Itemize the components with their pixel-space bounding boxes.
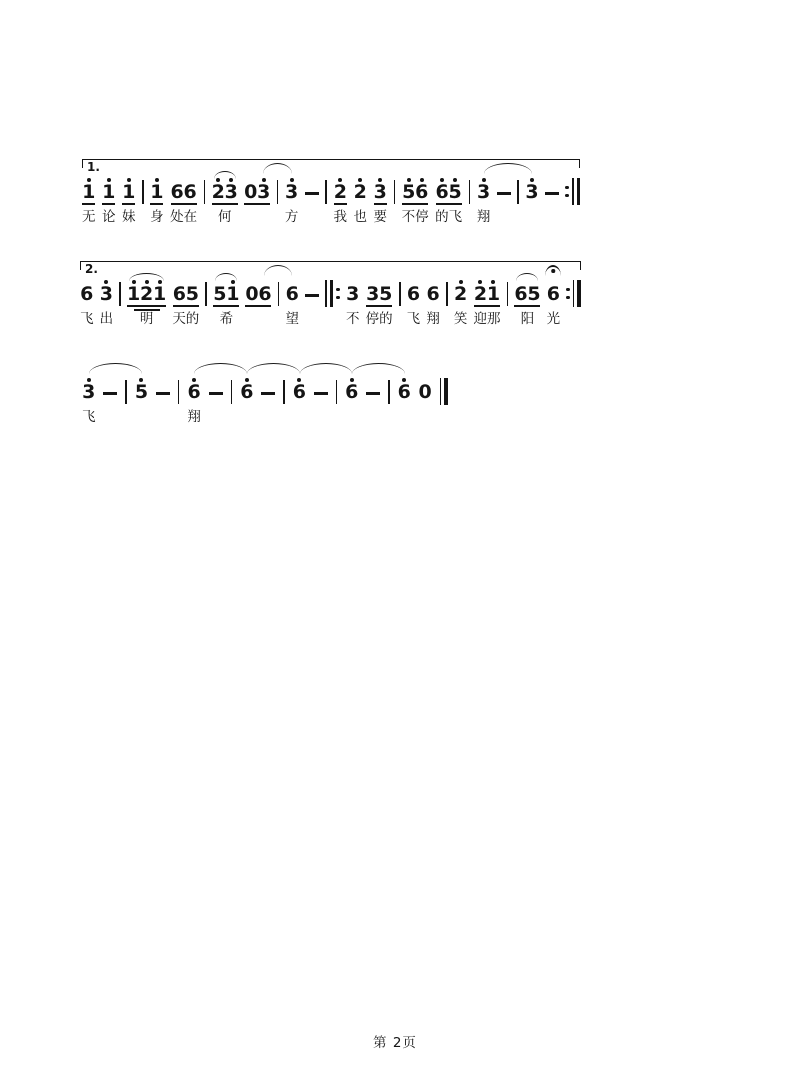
note-digit: 2: [353, 181, 367, 203]
barline-stroke: [388, 380, 390, 404]
note-group: [407, 274, 421, 327]
dash-stroke: [209, 392, 223, 395]
barline-stroke: [336, 380, 338, 404]
note-digits: [346, 280, 359, 308]
digit-cell: [153, 280, 166, 305]
note-digits: [345, 378, 358, 406]
volta-label-1: 1.: [87, 160, 100, 174]
repeat-dots: [565, 186, 568, 198]
duration-dash: [261, 372, 275, 405]
lyric-text: 我: [333, 209, 348, 225]
barline: [178, 372, 180, 405]
note-digits: [286, 280, 299, 308]
digit-cell: [419, 378, 432, 403]
digit-cell: [474, 280, 487, 305]
digit-cell: [402, 178, 415, 203]
note-row-2: [80, 261, 581, 327]
note-digit: 6: [397, 381, 411, 403]
note-group: [102, 172, 116, 225]
lyric-text: 身: [150, 209, 164, 225]
barline-stroke: [142, 180, 144, 204]
note-digit: 3: [257, 181, 271, 203]
note-digits: [402, 178, 428, 206]
music-system-3: [82, 357, 448, 425]
note-digits: [354, 178, 367, 206]
repeat-end-barline: [565, 172, 580, 205]
barline: [231, 372, 233, 405]
note-group: [514, 274, 540, 327]
lyric-text: 无: [82, 209, 96, 225]
barline-stroke: [278, 282, 280, 306]
note-group: [285, 274, 299, 327]
note-group: [398, 372, 411, 425]
duration-dash: [305, 274, 319, 307]
digit-cell: [427, 280, 440, 305]
barline: [446, 274, 448, 307]
lyric-text: 望: [285, 311, 299, 327]
barline: [277, 172, 279, 205]
note-digit: 6: [172, 283, 186, 305]
note-group: [477, 172, 491, 225]
digit-cell: [514, 280, 527, 305]
lyric-text: 何: [218, 209, 232, 225]
note-group: [245, 274, 271, 327]
final-barline: [440, 372, 448, 405]
digit-cell: [127, 280, 140, 305]
digit-cell: [102, 178, 115, 203]
note-digit: 5: [527, 283, 541, 305]
barline: [399, 274, 401, 307]
note-digits: [213, 280, 239, 308]
note-digits: [245, 280, 271, 308]
duration-dash: [314, 372, 328, 405]
barline: [119, 274, 121, 307]
note-group: [244, 172, 270, 225]
dash-stroke: [497, 192, 511, 195]
dash-stroke: [103, 392, 117, 395]
barline: [507, 274, 509, 307]
lyric-text: 不停: [401, 209, 429, 225]
note-digits: [100, 280, 113, 308]
lyric-text: 阳: [520, 311, 535, 327]
note-digit: 6: [546, 283, 561, 305]
note-digits: [122, 178, 135, 206]
digit-cell: [171, 178, 184, 203]
barline: [336, 372, 338, 405]
barline: [283, 372, 285, 405]
note-digits: [127, 280, 166, 308]
barline-stroke: [178, 380, 180, 404]
note-digits: [150, 178, 163, 206]
barline-stroke: [399, 282, 401, 306]
note-digit: 1: [127, 283, 141, 305]
note-group: [454, 274, 468, 327]
barline-stroke: [231, 380, 233, 404]
note-digit: 0: [244, 181, 258, 203]
note-digits: [477, 178, 490, 206]
note-digits: [82, 378, 95, 406]
note-digits: [80, 280, 93, 308]
note-group: [135, 372, 148, 425]
note-group: [285, 172, 299, 225]
digit-cell: [240, 378, 253, 403]
note-digit: 3: [373, 181, 387, 203]
lyric-text: 翔: [426, 311, 440, 327]
duration-dash: [305, 172, 319, 205]
digit-cell: [173, 280, 186, 305]
note-digit: 1: [82, 181, 96, 203]
note-group: [80, 274, 94, 327]
barline: [469, 172, 471, 205]
note-digit: 1: [153, 283, 167, 305]
note-group: [345, 372, 358, 425]
note-digit: 6: [258, 283, 272, 305]
digit-cell: [334, 178, 347, 203]
note-digit: 2: [473, 283, 488, 305]
digit-cell: [346, 280, 359, 305]
note-digit: 6: [183, 181, 197, 203]
note-digit: 1: [226, 283, 240, 305]
note-group: [346, 274, 360, 327]
lyric-text: 停的: [365, 311, 393, 327]
digit-cell: [487, 280, 500, 305]
digit-cell: [525, 178, 538, 203]
music-system-1: [82, 159, 580, 225]
note-digits: [366, 280, 392, 308]
dash-stroke: [314, 392, 328, 395]
note-group: [334, 172, 348, 225]
note-digit: 1: [102, 181, 116, 203]
digit-cell: [285, 178, 298, 203]
note-group: [525, 172, 538, 225]
dash-stroke: [305, 192, 319, 195]
note-digit: 3: [224, 181, 238, 203]
digit-cell: [188, 378, 201, 403]
digit-cell: [527, 280, 540, 305]
barline: [125, 372, 127, 405]
lyric-text: 飞: [406, 311, 421, 327]
note-digit: 3: [82, 381, 96, 403]
duration-dash: [103, 372, 117, 405]
note-digit: 1: [150, 181, 164, 203]
note-digits: [135, 378, 148, 406]
note-digit: 2: [333, 181, 347, 203]
lyric-text: 论: [101, 209, 116, 225]
barline-stroke: [204, 180, 206, 204]
barline: [388, 372, 390, 405]
note-digit: 6: [285, 283, 299, 305]
barline: [204, 172, 206, 205]
note-digits: [436, 178, 462, 206]
note-digit: 5: [402, 181, 416, 203]
digit-cell: [379, 280, 392, 305]
note-digit: 5: [185, 283, 199, 305]
digit-cell: [547, 280, 560, 305]
duration-dash: [497, 172, 511, 205]
digit-cell: [454, 280, 467, 305]
note-digit: 3: [346, 283, 360, 305]
note-group: [293, 372, 306, 425]
note-digits: [398, 378, 411, 406]
lyric-text: 的飞: [435, 209, 463, 225]
note-digit: 6: [292, 381, 306, 403]
note-digits: [419, 378, 432, 406]
note-digit: 6: [435, 181, 449, 203]
repeat-dots: [566, 288, 569, 300]
digit-cell: [477, 178, 490, 203]
barline: [517, 172, 519, 205]
note-digits: [334, 178, 347, 206]
note-digit: 6: [514, 283, 528, 305]
lyric-text: 出: [99, 311, 114, 327]
note-digits: [407, 280, 420, 308]
lyric-text: 飞: [80, 311, 94, 327]
note-digits: [293, 378, 306, 406]
note-digits: [454, 280, 467, 308]
barline: [205, 274, 207, 307]
duration-dash: [366, 372, 380, 405]
barline-stroke: [283, 380, 285, 404]
digit-cell: [374, 178, 387, 203]
duration-dash: [209, 372, 223, 405]
note-group: [82, 372, 96, 425]
barline-stroke: [394, 180, 396, 204]
note-digits: [547, 280, 560, 308]
note-digits: [525, 178, 538, 206]
digit-cell: [293, 378, 306, 403]
volta-label-2: 2.: [85, 262, 98, 276]
repeat-end-barline: [566, 274, 581, 307]
barline-stroke: [205, 282, 207, 306]
note-digit: 6: [406, 283, 421, 305]
lyric-text: 光: [546, 311, 561, 327]
digit-cell: [286, 280, 299, 305]
note-digits: [474, 280, 500, 308]
note-group: [402, 172, 429, 225]
note-digit: 6: [170, 181, 184, 203]
note-digits: [244, 178, 270, 206]
note-digit: 6: [187, 381, 201, 403]
digit-cell: [184, 178, 197, 203]
digit-cell: [186, 280, 199, 305]
digit-cell: [135, 378, 148, 403]
lyric-text: 翔: [187, 409, 201, 425]
sixteenth-underline: [134, 309, 160, 311]
lyric-text: 明: [139, 311, 154, 327]
dash-stroke: [305, 294, 319, 297]
note-group: [213, 274, 239, 327]
digit-cell: [449, 178, 462, 203]
digit-cell: [258, 280, 271, 305]
note-digits: [171, 178, 197, 206]
repeat-begin-barline: [325, 274, 340, 307]
lyric-text: 翔: [476, 209, 491, 225]
digit-cell: [366, 280, 379, 305]
lyric-text: 笑: [453, 311, 468, 327]
barline-stroke: [125, 380, 127, 404]
note-group: [426, 274, 440, 327]
note-digit: 5: [379, 283, 393, 305]
note-group: [374, 172, 388, 225]
note-digits: [212, 178, 238, 206]
note-group: [100, 274, 114, 327]
note-group: [212, 172, 238, 225]
note-digit: 6: [345, 381, 359, 403]
note-digits: [514, 280, 540, 308]
note-digits: [82, 178, 95, 206]
lyric-text: 希: [219, 311, 234, 327]
note-group: [354, 172, 368, 225]
barline-stroke: [325, 180, 327, 204]
music-system-2: [80, 261, 581, 327]
digit-cell: [415, 178, 428, 203]
dash-stroke: [545, 192, 559, 195]
note-digit: 3: [366, 283, 380, 305]
note-group: [547, 274, 561, 327]
digit-cell: [436, 178, 449, 203]
lyric-text: 也: [353, 209, 368, 225]
digit-cell: [80, 280, 93, 305]
volta-bracket-2: [80, 261, 581, 276]
digit-cell: [82, 378, 95, 403]
note-digit: 3: [285, 181, 299, 203]
note-group: [82, 172, 96, 225]
note-digit: 3: [525, 181, 539, 203]
dash-stroke: [156, 392, 170, 395]
note-digit: 2: [140, 283, 154, 305]
note-digit: 6: [80, 283, 94, 305]
note-digit: 1: [122, 181, 136, 203]
note-digits: [173, 280, 199, 308]
digit-cell: [226, 280, 239, 305]
digit-cell: [122, 178, 135, 203]
page-number: 第 2页: [373, 1035, 417, 1051]
digit-cell: [213, 280, 226, 305]
digit-cell: [212, 178, 225, 203]
barline-stroke: [119, 282, 121, 306]
note-digit: 6: [240, 381, 254, 403]
note-group: [240, 372, 253, 425]
lyric-text: 天的: [172, 311, 200, 327]
note-digit: 6: [426, 283, 440, 305]
barline: [325, 172, 327, 205]
note-group: [170, 172, 197, 225]
note-digits: [285, 178, 298, 206]
note-digit: 2: [211, 181, 225, 203]
note-digit: 2: [453, 283, 468, 305]
dash-stroke: [366, 392, 380, 395]
digit-cell: [245, 280, 258, 305]
note-digits: [427, 280, 440, 308]
barline-stroke: [507, 282, 509, 306]
duration-dash: [156, 372, 170, 405]
digit-cell: [345, 378, 358, 403]
digit-cell: [100, 280, 113, 305]
note-group: [150, 172, 164, 225]
note-digit: 5: [134, 381, 149, 403]
barline: [142, 172, 144, 205]
lyric-text: 方: [284, 209, 299, 225]
barline: [278, 274, 280, 307]
note-digits: [102, 178, 115, 206]
lyric-text: 迎那: [473, 311, 501, 327]
lyric-text: 要: [373, 209, 388, 225]
digit-cell: [150, 178, 163, 203]
digit-cell: [257, 178, 270, 203]
digit-cell: [354, 178, 367, 203]
lyric-text: 飞: [82, 409, 96, 425]
repeat-dots: [336, 288, 339, 300]
note-digit: 3: [476, 181, 491, 203]
note-digit: 5: [213, 283, 227, 305]
barline-stroke: [517, 180, 519, 204]
digit-cell: [398, 378, 411, 403]
note-digits: [374, 178, 387, 206]
note-digit: 6: [415, 181, 429, 203]
lyric-text: 处在: [170, 209, 198, 225]
note-group: [127, 274, 166, 327]
barline-stroke: [469, 180, 471, 204]
note-digit: 3: [99, 283, 114, 305]
note-digit: 0: [245, 283, 259, 305]
note-group: [419, 372, 432, 425]
note-group: [366, 274, 393, 327]
note-digit: 0: [418, 381, 432, 403]
note-digit: 5: [448, 181, 462, 203]
note-group: [172, 274, 199, 327]
note-group: [473, 274, 500, 327]
note-group: [435, 172, 462, 225]
digit-cell: [225, 178, 238, 203]
dash-stroke: [261, 392, 275, 395]
digit-cell: [140, 280, 153, 305]
note-group: [122, 172, 136, 225]
digit-cell: [82, 178, 95, 203]
lyric-text: 妹: [121, 209, 136, 225]
note-digits: [188, 378, 201, 406]
digit-cell: [407, 280, 420, 305]
digit-cell: [244, 178, 257, 203]
barline-stroke: [277, 180, 279, 204]
note-digit: 1: [486, 283, 501, 305]
barline: [394, 172, 396, 205]
lyric-text: 不: [346, 311, 360, 327]
note-digits: [240, 378, 253, 406]
note-group: [187, 372, 201, 425]
duration-dash: [545, 172, 559, 205]
barline-stroke: [446, 282, 448, 306]
